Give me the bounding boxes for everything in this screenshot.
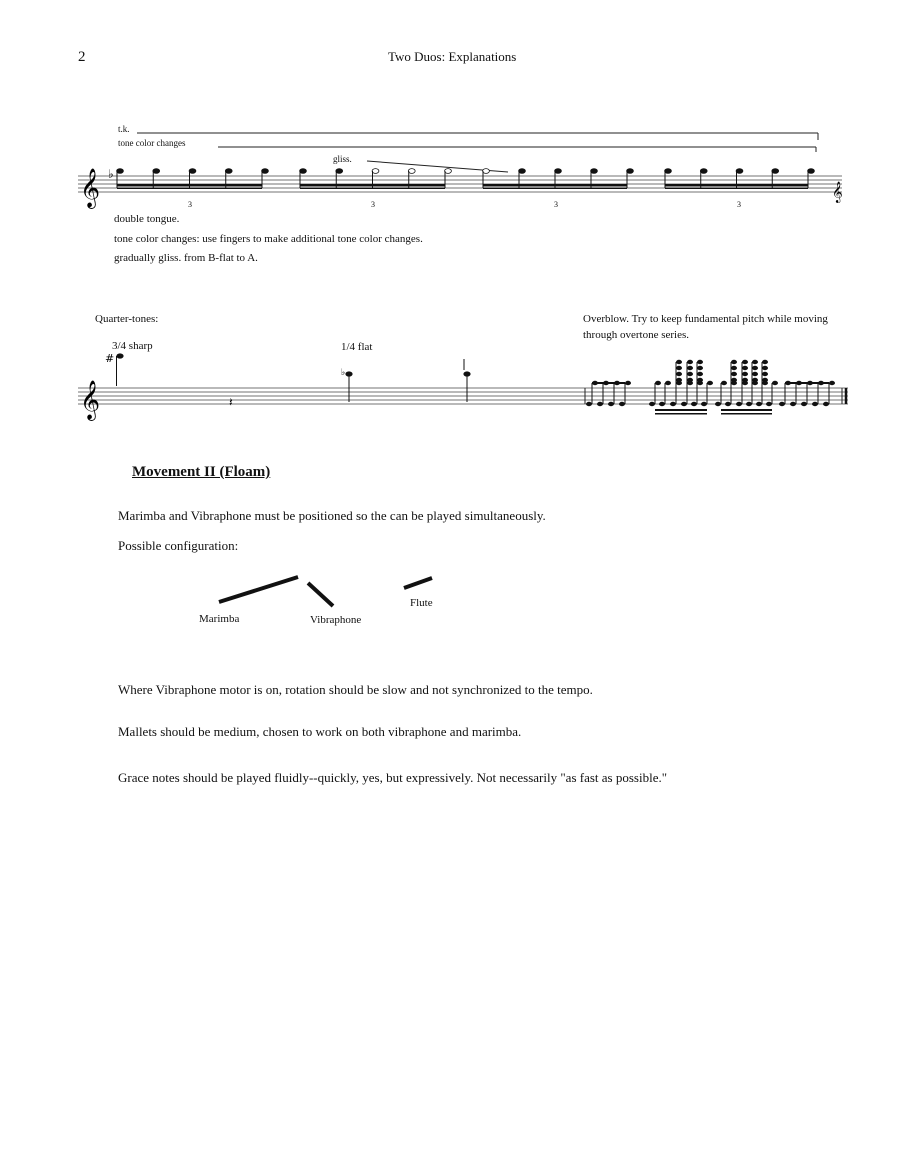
sharp-label: 3/4 sharp bbox=[112, 340, 153, 352]
tuplet-number: 3 bbox=[554, 200, 558, 209]
svg-text:♭: ♭ bbox=[341, 368, 346, 378]
small-treble-clef-icon: 𝄞 bbox=[832, 182, 843, 203]
quarter-tones-label: Quarter-tones: bbox=[95, 313, 159, 325]
movement-heading: Movement II (Floam) bbox=[132, 464, 271, 480]
treble-clef-icon: 𝄞 bbox=[80, 168, 101, 208]
flute-shape bbox=[404, 578, 432, 588]
quarter-sharp-icon: # bbox=[105, 352, 115, 365]
tuplet-number: 3 bbox=[188, 200, 192, 209]
tuplet-number: 3 bbox=[371, 200, 375, 209]
vibraphone-shape bbox=[308, 583, 333, 606]
tone-color-label: tone color changes bbox=[118, 138, 186, 148]
page-number: 2 bbox=[78, 49, 86, 65]
page-title: Two Duos: Explanations bbox=[388, 49, 517, 64]
flat-sign-icon: ♭ bbox=[108, 167, 114, 181]
grace-notes-text: Grace notes should be played fluidly--quickly, yes, but expressively. Not necessarily "as fast as possible." bbox=[118, 770, 668, 785]
positioning-text: Marimba and Vibraphone must be positioned so the can be played simultaneously. bbox=[118, 508, 546, 523]
note-double-tongue: double tongue. bbox=[114, 213, 180, 225]
vibraphone-motor-text: Where Vibraphone motor is on, rotation should be slow and not synchronized to the tempo. bbox=[118, 682, 593, 697]
gliss-label: gliss. bbox=[333, 154, 352, 164]
flat-label: 1/4 flat bbox=[341, 341, 373, 353]
mallets-text: Mallets should be medium, chosen to work on both vibraphone and marimba. bbox=[118, 724, 522, 739]
note-gliss: gradually gliss. from B-flat to A. bbox=[114, 252, 258, 264]
note-tone-color: tone color changes: use fingers to make additional tone color changes. bbox=[114, 233, 423, 245]
quarter-rest-icon: 𝄽 bbox=[229, 395, 233, 409]
tuplet-number: 3 bbox=[737, 200, 741, 209]
treble-clef-icon: 𝄞 bbox=[80, 380, 101, 420]
marimba-label: Marimba bbox=[199, 613, 240, 625]
overblow-line-1: Overblow. Try to keep fundamental pitch while moving bbox=[583, 313, 828, 325]
vibraphone-label: Vibraphone bbox=[310, 614, 362, 626]
config-label: Possible configuration: bbox=[118, 538, 239, 553]
tk-label: t.k. bbox=[118, 124, 130, 134]
overblow-line-2: through overtone series. bbox=[583, 329, 689, 341]
flute-label: Flute bbox=[410, 597, 433, 609]
marimba-shape bbox=[219, 577, 298, 602]
